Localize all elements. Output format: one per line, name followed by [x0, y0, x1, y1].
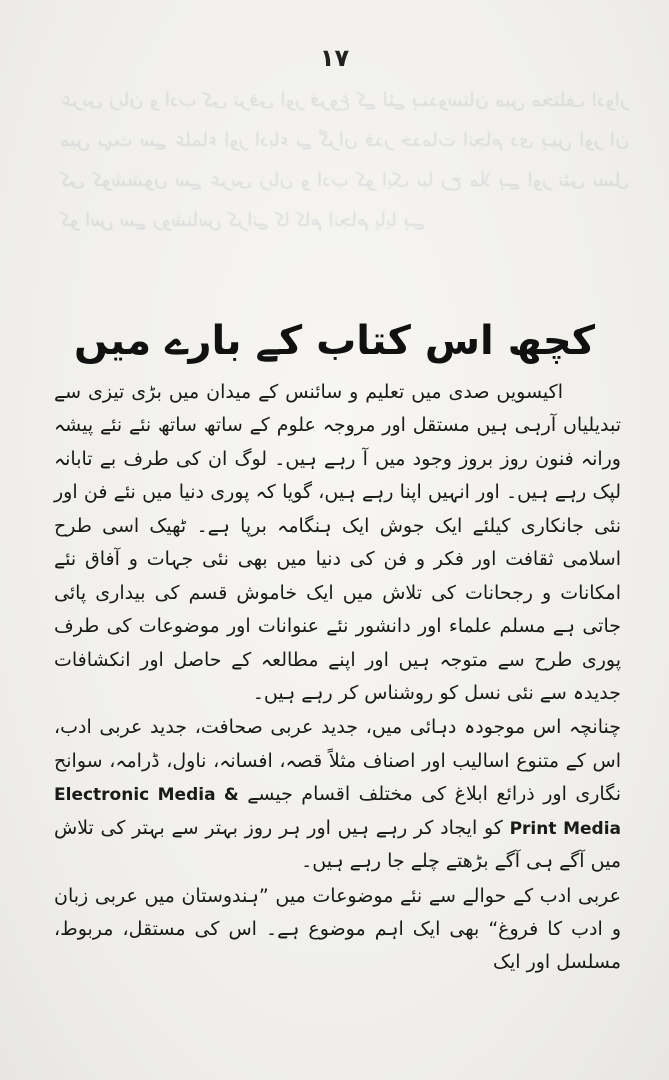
page-number: ۱۷: [319, 44, 350, 72]
paragraph-1: اکیسویں صدی میں تعلیم و سائنس کے میدان میں بڑی تیزی سے تبدیلیاں آرہی ہیں مستقل اور مروجہ علوم کے ساتھ ساتھ نئے نئے پیشہ ورانہ فنون روز بروز وجود میں آ رہے ہیں۔ لوگ ان کی طرف بے تابانہ لپک رہے ہیں۔ اور انہیں اپنا رہے ہیں، گویا کہ پوری دنیا میں نئے فن اور نئی جانکاری کیلئے ایک جوش ایک ہنگامہ برپا ہے۔ ٹھیک اسی طرح اسلامی ثقافت اور فکر و فن کی دنیا میں بھی نئی جہات و آفاق نئے امکانات و رجحانات کی تلاش میں ایک خاموش قسم کی بیداری پائی جاتی ہے مسلم علماء اور دانشور نئے عنوانات اور موضوعات کی طرف پوری طرح سے متوجہ ہیں اور اپنے مطالعہ کے حاصل اور انکشافات جدیدہ سے نئی نسل کو روشناس کر رہے ہیں۔: [54, 381, 621, 704]
paragraph-3: عربی ادب کے حوالے سے نئے موضوعات میں ”ہندوستان میں عربی زبان و ادب کا فروغ“ بھی ایک اہم موضوع ہے۔ اس کی مستقل، مربوط، مسلسل اور ایک: [54, 884, 621, 974]
page-title: کچھ اس کتاب کے بارے میں: [74, 318, 595, 364]
body-text: [54, 376, 621, 980]
paragraph-2: [54, 711, 621, 878]
bleed-through-text: عربی زبان و ادب کی ترقی اور فروغ کے لئے ہندوستان میں مختلف ادوار میں بہت سے علماء اور ادباء نے گراں قدر خدمات انجام دی ہیں اور ان کی کوششوں سے عربی زبان و ادب کو ایک نیا رخ ملا ہے اور نئی نسل کو اس سے روشناس کرانے کا کام انجام پایا ہے: [60, 89, 629, 231]
paragraph-2-lead: چنانچہ اس موجودہ دہائی میں، جدید عربی صحافت، جدید عربی ادب، اس کے متنوع اسالیب اور اصناف مثلاً قصہ، افسانہ، ناول، ڈرامہ، سوانح نگاری اور ذرائع ابلاغ کی مختلف اقسام جیسے: [54, 716, 621, 806]
paragraph-2-tail: کو ایجاد کر رہے ہیں اور ہر روز بہتر سے بہتر کی تلاش میں آگے ہی آگے بڑھتے چلے جا رہے ہیں۔: [54, 816, 621, 873]
electronic-print-media-phrase: Electronic Media & Print Media: [54, 785, 621, 839]
